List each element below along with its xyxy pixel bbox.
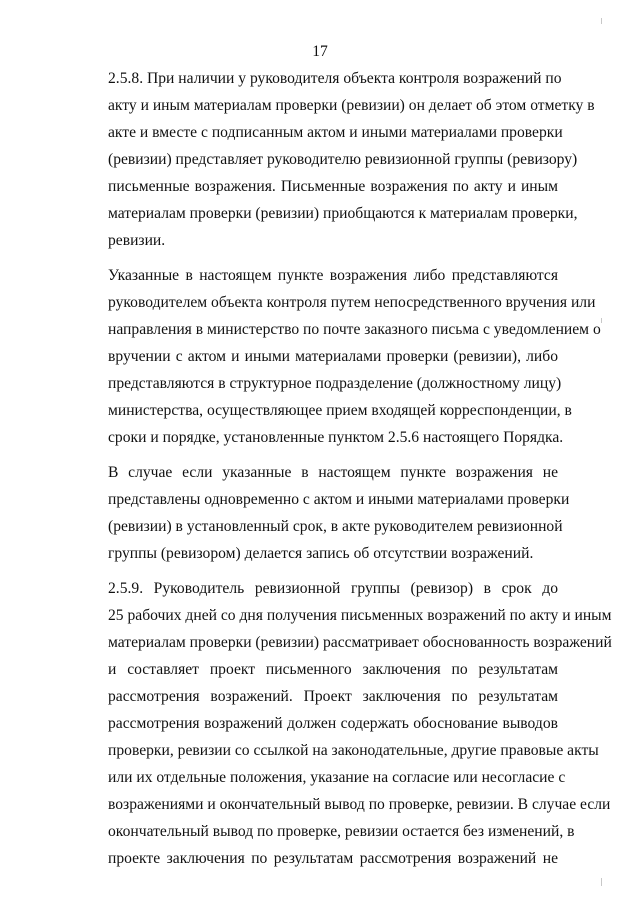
scan-mark — [601, 18, 602, 24]
text-line: 2.5.8. При наличии у руководителя объекта контроля возражений по — [108, 70, 562, 87]
text-line: представлены одновременно с актом и иными материалами проверки — [108, 491, 570, 508]
text-line: акте и вместе с подписанным актом и иными материалами проверки — [108, 124, 563, 141]
text-line: рассмотрения возражений должен содержать обоснование выводов — [108, 715, 558, 732]
scan-mark — [601, 318, 602, 323]
text-line: ревизии. — [108, 232, 166, 249]
paragraph-2-5-8 — [72, 65, 595, 254]
text-line: рассмотрения возражений. Проект заключения по результатам — [108, 688, 558, 705]
text-line: министерства, осуществляющее прием входящей корреспонденции, в — [108, 402, 572, 419]
text-line: материалам проверки (ревизии) приобщаются к материалам проверки, — [108, 205, 578, 222]
text-line: группы (ревизором) делается запись об отсутствии возражений. — [108, 545, 534, 562]
text-line: материалам проверки (ревизии) рассматривает обоснованность возражений — [108, 634, 612, 651]
text-line: (ревизии) представляет руководителю ревизионной группы (ревизору) — [108, 151, 578, 168]
text-line: вручении с актом и иными материалами проверки (ревизии), либо — [108, 348, 558, 365]
text-line: Указанные в настоящем пункте возражения либо представляются — [108, 267, 558, 284]
paragraph-no-objections — [72, 459, 570, 567]
text-line: В случае если указанные в настоящем пункте возражения не — [108, 464, 558, 481]
scan-mark — [601, 878, 602, 886]
text-line: и составляет проект письменного заключения по результатам — [108, 661, 558, 678]
text-line: или их отдельные положения, указание на согласие или несогласие с — [108, 769, 566, 786]
text-line: окончательный вывод по проверке, ревизии остается без изменений, в — [108, 823, 575, 840]
text-line: проверки, ревизии со ссылкой на законодательные, другие правовые акты — [108, 742, 599, 759]
text-line: 25 рабочих дней со дня получения письменных возражений по акту и иным — [108, 607, 612, 624]
paragraph-objections-delivery — [72, 262, 601, 451]
text-line: (ревизии) в установленный срок, в акте руководителем ревизионной — [108, 518, 563, 535]
text-line: руководителем объекта контроля путем непосредственного вручения или — [108, 294, 596, 311]
text-line: акту и иным материалам проверки (ревизии) он делает об этом отметку в — [108, 97, 595, 114]
text-line: 2.5.9. Руководитель ревизионной группы (ревизор) в срок до — [108, 580, 558, 597]
text-line: представляются в структурное подразделение (должностному лицу) — [108, 375, 562, 392]
paragraph-2-5-9 — [72, 575, 612, 872]
body-text — [72, 65, 612, 872]
text-line: направления в министерство по почте заказного письма с уведомлением о — [108, 321, 601, 338]
text-line: возражениями и окончательный вывод по проверке, ревизии. В случае если — [108, 796, 611, 813]
text-line: сроки и порядке, установленные пунктом 2.5.6 настоящего Порядка. — [108, 429, 564, 446]
text-line: проекте заключения по результатам рассмотрения возражений не — [108, 850, 558, 867]
text-line: письменные возражения. Письменные возражения по акту и иным — [108, 178, 558, 195]
page-number: 17 — [312, 43, 328, 60]
